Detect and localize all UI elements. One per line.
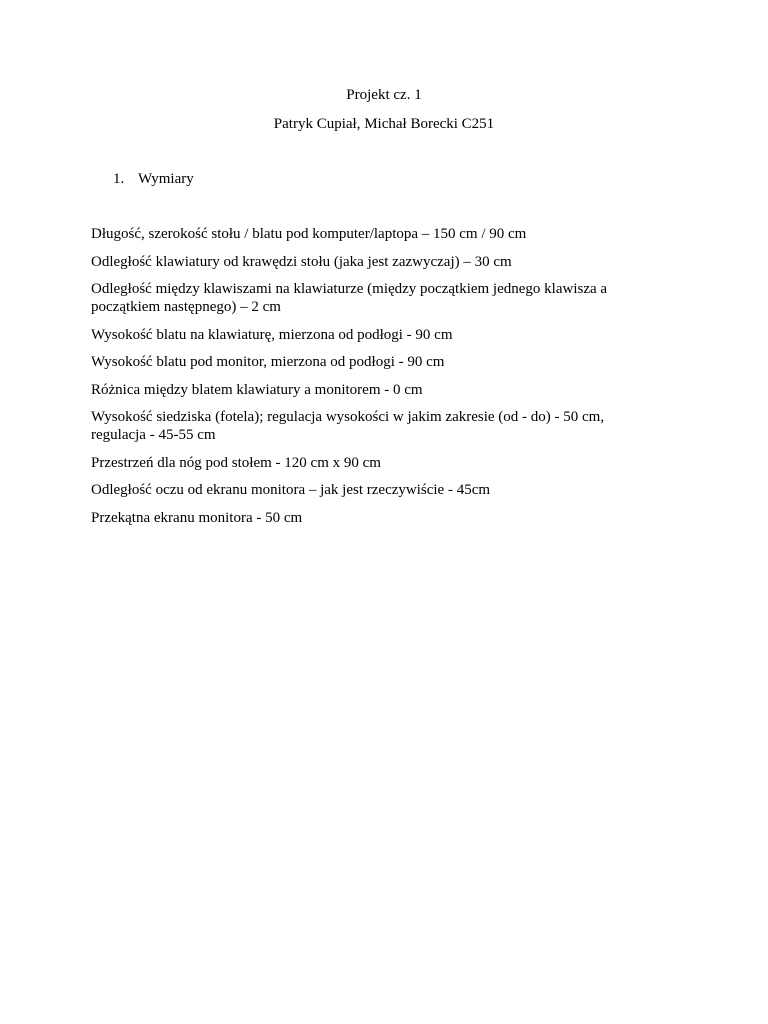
paragraph-table-dimensions: Długość, szerokość stołu / blatu pod komputer/laptopa – 150 cm / 90 cm: [91, 226, 527, 242]
paragraph-seat-height: Wysokość siedziska (fotela); regulacja wysokości w jakim zakresie (od - do) - 50 cm, regulacja - 45-55 cm: [91, 409, 605, 443]
paragraph-key-spacing: Odległość między klawiszami na klawiaturze (między początkiem jednego klawisza a początkiem następnego) – 2 cm: [91, 281, 608, 315]
paragraph-monitor-desk-height: Wysokość blatu pod monitor, mierzona od podłogi - 90 cm: [91, 354, 445, 370]
section-heading-text: Wymiary: [138, 171, 194, 187]
paragraph-eye-distance: Odległość oczu od ekranu monitora – jak jest rzeczywiście - 45cm: [91, 482, 491, 498]
document-body: [91, 225, 651, 536]
paragraph-leg-space: Przestrzeń dla nóg pod stołem - 120 cm x 90 cm: [91, 454, 381, 471]
section-number: 1.: [113, 171, 125, 187]
document-title: Projekt cz. 1: [346, 87, 422, 103]
paragraph-keyboard-distance: Odległość klawiatury od krawędzi stołu (jaka jest zazwyczaj) – 30 cm: [91, 253, 512, 270]
paragraph-height-difference: Różnica między blatem klawiatury a monitorem - 0 cm: [91, 381, 423, 398]
section-heading: [113, 170, 194, 188]
paragraph-monitor-diagonal: Przekątna ekranu monitora - 50 cm: [91, 509, 303, 526]
paragraph-keyboard-desk-height: Wysokość blatu na klawiaturę, mierzona od podłogi - 90 cm: [91, 326, 453, 343]
document-authors: Patryk Cupiał, Michał Borecki C251: [273, 116, 495, 132]
